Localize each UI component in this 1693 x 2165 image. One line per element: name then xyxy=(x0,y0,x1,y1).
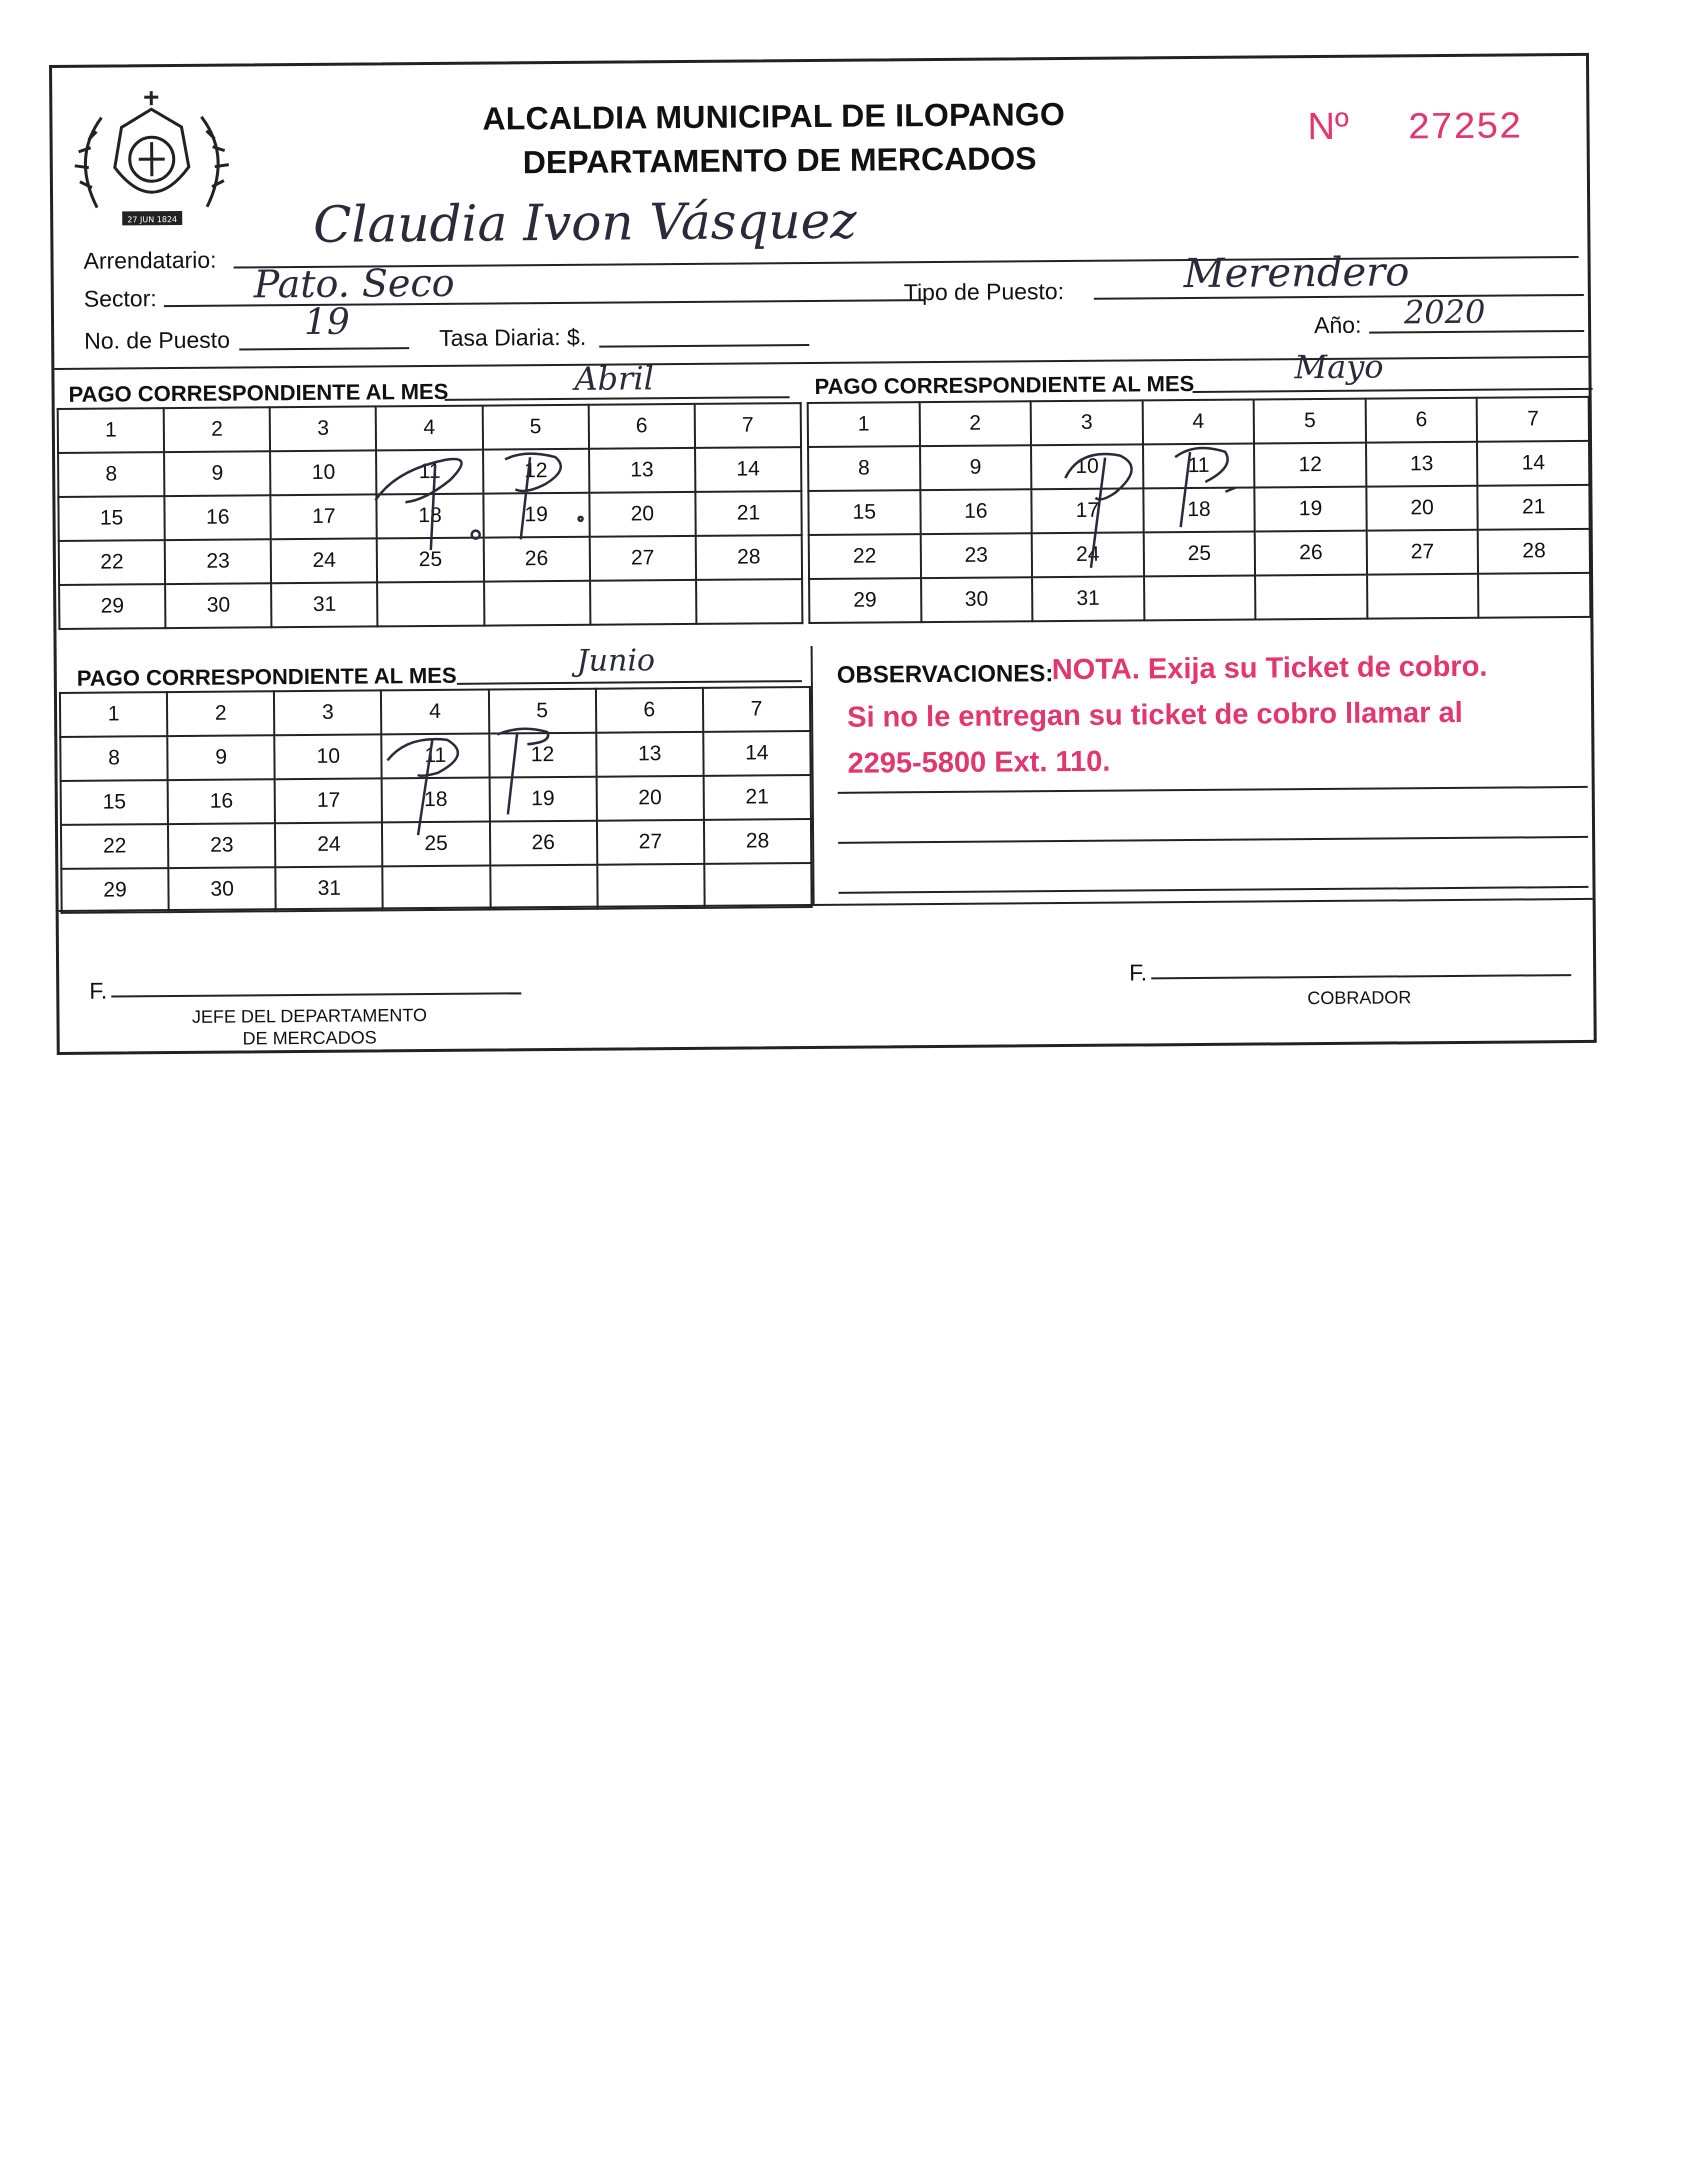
firma-jefe-label: F. xyxy=(89,977,108,1004)
tipo-puesto-label: Tipo de Puesto: xyxy=(903,278,1065,306)
calendar-day-cell: 25 xyxy=(1143,532,1255,577)
calendar-day-cell xyxy=(484,581,590,626)
calendar-day-cell: 2 xyxy=(164,407,270,452)
sector-label: Sector: xyxy=(83,285,157,312)
payment-initials-abril-icon xyxy=(355,439,616,561)
calendar-day-cell: 20 xyxy=(1366,486,1478,531)
calendar-day-cell: 5 xyxy=(482,405,588,450)
calendar-day-cell xyxy=(590,580,696,625)
calendar-day-cell: 25 xyxy=(377,538,483,583)
calendar-day-cell: 6 xyxy=(1365,398,1477,443)
calendar-day-cell: 15 xyxy=(58,496,164,541)
calendar-day-cell: 28 xyxy=(696,535,802,580)
cobrador-label: COBRADOR xyxy=(1307,987,1412,1009)
firma-cobrador-label: F. xyxy=(1129,959,1148,986)
calendar-day-cell: 23 xyxy=(920,533,1032,578)
calendar-day-cell: 3 xyxy=(270,406,376,451)
nota-line-3: 2295-5800 Ext. 110. xyxy=(847,745,1111,780)
calendar-day-cell: 15 xyxy=(808,490,920,535)
jefe-label-1: JEFE DEL DEPARTAMENTO xyxy=(191,1005,428,1027)
calendar-day-cell: 5 xyxy=(488,689,595,734)
calendar-day-cell: 19 xyxy=(489,777,596,822)
tasa-diaria-label: Tasa Diaria: $. xyxy=(439,323,587,351)
calendar-day-cell: 1 xyxy=(808,402,920,447)
calendar-day-cell: 31 xyxy=(271,582,377,627)
calendar-day-cell: 7 xyxy=(1477,397,1589,442)
calendar-day-cell: 18 xyxy=(1143,488,1255,533)
calendar-day-cell: 31 xyxy=(1032,576,1144,621)
receipt-card xyxy=(49,53,1597,1055)
payment-initials-mayo-icon xyxy=(1055,436,1276,578)
calendar-day-cell: 12 xyxy=(1254,443,1366,488)
calendar-day-cell: 4 xyxy=(376,406,482,451)
calendar-day-cell: 7 xyxy=(703,687,810,732)
page-title: ALCALDIA MUNICIPAL DE ILOPANGO xyxy=(482,96,1066,137)
mes-label-abril: PAGO CORRESPONDIENTE AL MES xyxy=(68,378,449,407)
calendar-day-cell: 24 xyxy=(275,822,382,867)
calendar-day-cell: 8 xyxy=(808,446,920,491)
arrendatario-value: Claudia Ivon Vásquez xyxy=(313,191,857,254)
calendar-day-cell: 6 xyxy=(588,404,694,449)
mes-value-abril: Abril xyxy=(574,359,654,398)
jefe-label-2: DE MERCADOS xyxy=(242,1027,377,1049)
folio-number: 27252 xyxy=(1407,106,1522,151)
anio-label: Año: xyxy=(1313,311,1362,339)
firma-jefe-line xyxy=(111,992,521,997)
tasa-diaria-line xyxy=(599,344,809,348)
calendar-day-cell xyxy=(1367,574,1479,619)
calendar-day-cell xyxy=(704,863,811,908)
calendar-day-cell: 1 xyxy=(60,692,167,737)
calendar-day-cell: 10 xyxy=(270,450,376,495)
municipal-seal-icon xyxy=(66,87,237,238)
calendar-day-cell: 19 xyxy=(1255,487,1367,532)
calendar-day-cell: 18 xyxy=(377,494,483,539)
calendar-day-cell: 27 xyxy=(1367,530,1479,575)
calendar-day-cell: 4 xyxy=(1142,400,1254,445)
calendar-row xyxy=(809,573,1590,623)
calendar-day-cell: 31 xyxy=(276,866,383,911)
calendar-day-cell: 27 xyxy=(597,820,704,865)
calendar-day-cell: 22 xyxy=(61,824,168,869)
calendar-day-cell: 27 xyxy=(589,536,695,581)
calendar-day-cell: 30 xyxy=(168,867,275,912)
calendar-day-cell xyxy=(1255,575,1367,620)
calendar-day-cell: 25 xyxy=(382,822,489,867)
anio-value: 2020 xyxy=(1403,292,1486,332)
calendar-row xyxy=(59,579,802,629)
calendar-day-cell: 11 xyxy=(382,734,489,779)
calendar-day-cell: 9 xyxy=(920,445,1032,490)
sector-value: Pato. Seco xyxy=(253,260,455,307)
calendar-day-cell: 29 xyxy=(59,584,165,629)
firma-cobrador-line xyxy=(1151,974,1571,979)
calendar-day-cell: 14 xyxy=(703,731,810,776)
calendar-day-cell: 24 xyxy=(1032,532,1144,577)
calendar-day-cell: 28 xyxy=(1478,529,1590,574)
calendar-day-cell: 28 xyxy=(704,819,811,864)
calendar-day-cell: 9 xyxy=(167,735,274,780)
calendar-day-cell: 6 xyxy=(596,688,703,733)
calendar-day-cell: 2 xyxy=(919,401,1031,446)
calendar-day-cell: 26 xyxy=(1255,531,1367,576)
mes-value-mayo: Mayo xyxy=(1294,347,1384,387)
calendar-day-cell xyxy=(1144,576,1256,621)
no-puesto-label: No. de Puesto xyxy=(84,326,231,354)
calendar-day-cell: 21 xyxy=(695,491,801,536)
calendar-day-cell: 22 xyxy=(809,534,921,579)
page-subtitle: DEPARTAMENTO DE MERCADOS xyxy=(522,140,1037,181)
calendar-day-cell: 14 xyxy=(1477,441,1589,486)
calendar-day-cell: 7 xyxy=(695,403,801,448)
calendar-day-cell: 26 xyxy=(483,537,589,582)
calendar-day-cell xyxy=(383,866,490,911)
no-puesto-line xyxy=(239,347,409,350)
calendar-day-cell: 26 xyxy=(490,821,597,866)
calendar-day-cell: 4 xyxy=(381,690,488,735)
nota-line-2: Si no le entregan su ticket de cobro llamar al xyxy=(847,696,1463,734)
calendar-day-cell: 29 xyxy=(61,868,168,913)
mes-label-mayo: PAGO CORRESPONDIENTE AL MES xyxy=(814,371,1195,399)
calendar-day-cell: 11 xyxy=(1143,444,1255,489)
svg-text:27 JUN 1824: 27 JUN 1824 xyxy=(127,214,178,225)
calendar-day-cell xyxy=(1478,573,1590,618)
calendar-day-cell: 8 xyxy=(58,452,164,497)
calendar-day-cell: 23 xyxy=(168,823,275,868)
arrendatario-label: Arrendatario: xyxy=(83,246,217,274)
calendar-day-cell: 12 xyxy=(489,733,596,778)
calendar-day-cell: 29 xyxy=(809,578,921,623)
folio-label: Nº xyxy=(1307,105,1350,149)
calendar-day-cell: 13 xyxy=(1366,442,1478,487)
calendar-day-cell: 19 xyxy=(483,493,589,538)
calendar-day-cell: 10 xyxy=(1031,444,1143,489)
calendar-day-cell: 13 xyxy=(589,448,695,493)
calendar-day-cell: 14 xyxy=(695,447,801,492)
calendar-day-cell xyxy=(377,582,483,627)
calendar-day-cell: 3 xyxy=(1031,400,1143,445)
calendar-day-cell: 9 xyxy=(164,451,270,496)
calendar-day-cell: 17 xyxy=(1031,488,1143,533)
calendar-day-cell: 11 xyxy=(376,450,482,495)
calendar-day-cell: 30 xyxy=(165,583,271,628)
calendar-day-cell: 22 xyxy=(59,540,165,585)
calendar-day-cell xyxy=(597,864,704,909)
calendar-day-cell xyxy=(490,865,597,910)
calendar-day-cell: 16 xyxy=(168,779,275,824)
calendar-day-cell: 24 xyxy=(271,538,377,583)
calendar-day-cell: 16 xyxy=(165,495,271,540)
calendar-day-cell: 12 xyxy=(483,449,589,494)
calendar-day-cell: 23 xyxy=(165,539,271,584)
calendar-day-cell: 17 xyxy=(275,778,382,823)
tipo-puesto-value: Merendero xyxy=(1183,249,1410,298)
payment-initials-junio-icon xyxy=(377,714,598,856)
nota-line-1: NOTA. Exija su Ticket de cobro. xyxy=(1051,650,1488,687)
calendar-day-cell: 21 xyxy=(1478,485,1590,530)
calendar-day-cell: 17 xyxy=(271,494,377,539)
no-puesto-value: 19 xyxy=(303,301,351,344)
calendar-day-cell: 5 xyxy=(1254,399,1366,444)
calendar-day-cell: 10 xyxy=(275,734,382,779)
calendar-day-cell: 8 xyxy=(60,736,167,781)
calendar-day-cell: 16 xyxy=(920,489,1032,534)
calendar-day-cell: 18 xyxy=(382,778,489,823)
calendar-day-cell: 13 xyxy=(596,732,703,777)
mes-label-junio: PAGO CORRESPONDIENTE AL MES xyxy=(76,662,457,691)
calendar-day-cell: 20 xyxy=(596,776,703,821)
calendar-day-cell: 3 xyxy=(274,690,381,735)
observaciones-label: OBSERVACIONES: xyxy=(836,660,1054,689)
mes-value-junio: Junio xyxy=(576,643,656,679)
calendar-day-cell: 1 xyxy=(58,408,164,453)
calendar-day-cell: 15 xyxy=(61,780,168,825)
calendar-day-cell: 20 xyxy=(589,492,695,537)
calendar-day-cell: 30 xyxy=(921,577,1033,622)
calendar-day-cell: 2 xyxy=(167,691,274,736)
calendar-day-cell: 21 xyxy=(703,775,810,820)
calendar-day-cell xyxy=(696,579,802,624)
